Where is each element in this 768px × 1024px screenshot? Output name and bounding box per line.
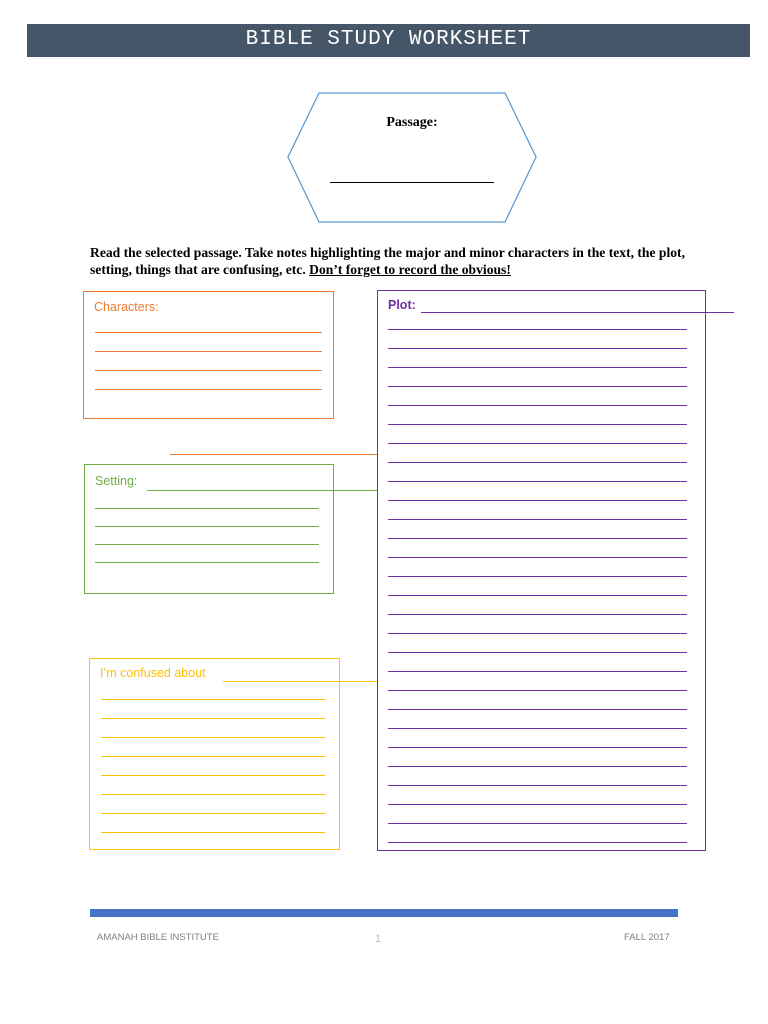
write-line[interactable]: [95, 389, 322, 390]
write-line[interactable]: [388, 500, 687, 501]
write-line[interactable]: [388, 804, 687, 805]
write-line[interactable]: [101, 775, 325, 776]
write-line[interactable]: [95, 370, 322, 371]
plot-title: Plot:: [388, 298, 416, 312]
write-line[interactable]: [101, 718, 325, 719]
title-write-line[interactable]: [147, 490, 383, 491]
footer-organization: AMANAH BIBLE INSTITUTE: [97, 932, 219, 943]
setting-title: Setting:: [95, 474, 138, 488]
write-line[interactable]: [388, 728, 687, 729]
write-line[interactable]: [95, 562, 319, 563]
write-line[interactable]: [388, 690, 687, 691]
footer-bar: [90, 909, 678, 917]
write-line[interactable]: [388, 481, 687, 482]
write-line[interactable]: [101, 756, 325, 757]
write-line[interactable]: [388, 595, 687, 596]
characters-box: [83, 291, 334, 419]
passage-hexagon: [286, 92, 538, 223]
write-line[interactable]: [95, 508, 319, 509]
instructions: [90, 244, 690, 278]
write-line[interactable]: [101, 737, 325, 738]
write-line[interactable]: [388, 823, 687, 824]
write-line[interactable]: [388, 633, 687, 634]
footer-term: FALL 2017: [624, 932, 670, 943]
write-line[interactable]: [388, 462, 687, 463]
confused-box: [89, 658, 340, 850]
write-line[interactable]: [388, 538, 687, 539]
write-line[interactable]: [388, 785, 687, 786]
write-line[interactable]: [101, 832, 325, 833]
write-line[interactable]: [388, 405, 687, 406]
title-write-line[interactable]: [170, 454, 397, 455]
write-line[interactable]: [388, 614, 687, 615]
write-line[interactable]: [388, 386, 687, 387]
characters-title: Characters:: [94, 300, 159, 314]
write-line[interactable]: [388, 842, 687, 843]
write-line[interactable]: [388, 709, 687, 710]
write-line[interactable]: [101, 813, 325, 814]
write-line[interactable]: [388, 557, 687, 558]
write-line[interactable]: [388, 652, 687, 653]
write-line[interactable]: [388, 519, 687, 520]
page-title: BIBLE STUDY WORKSHEET: [27, 24, 750, 57]
write-line[interactable]: [95, 332, 322, 333]
write-line[interactable]: [95, 351, 322, 352]
confused-title: I’m confused about: [100, 666, 206, 680]
page-number: 1: [375, 933, 382, 945]
write-line[interactable]: [95, 544, 319, 545]
write-line[interactable]: [101, 699, 325, 700]
write-line[interactable]: [388, 443, 687, 444]
write-line[interactable]: [388, 329, 687, 330]
write-line[interactable]: [388, 576, 687, 577]
write-line[interactable]: [388, 671, 687, 672]
plot-box: [377, 290, 706, 851]
write-line[interactable]: [95, 526, 319, 527]
instructions-emphasis: Don’t forget to record the obvious!: [309, 262, 511, 277]
write-line[interactable]: [101, 794, 325, 795]
write-line[interactable]: [388, 424, 687, 425]
passage-label: Passage:: [386, 115, 438, 130]
write-line[interactable]: [388, 747, 687, 748]
instructions-text: Read the selected passage. Take notes highlighting the major and minor characters in the text, the plot, setting, things that are confusing, etc.: [90, 245, 685, 277]
passage-write-line[interactable]: [330, 182, 494, 183]
write-line[interactable]: [388, 367, 687, 368]
title-write-line[interactable]: [421, 312, 734, 313]
write-line[interactable]: [388, 766, 687, 767]
write-line[interactable]: [388, 348, 687, 349]
setting-box: [84, 464, 334, 594]
